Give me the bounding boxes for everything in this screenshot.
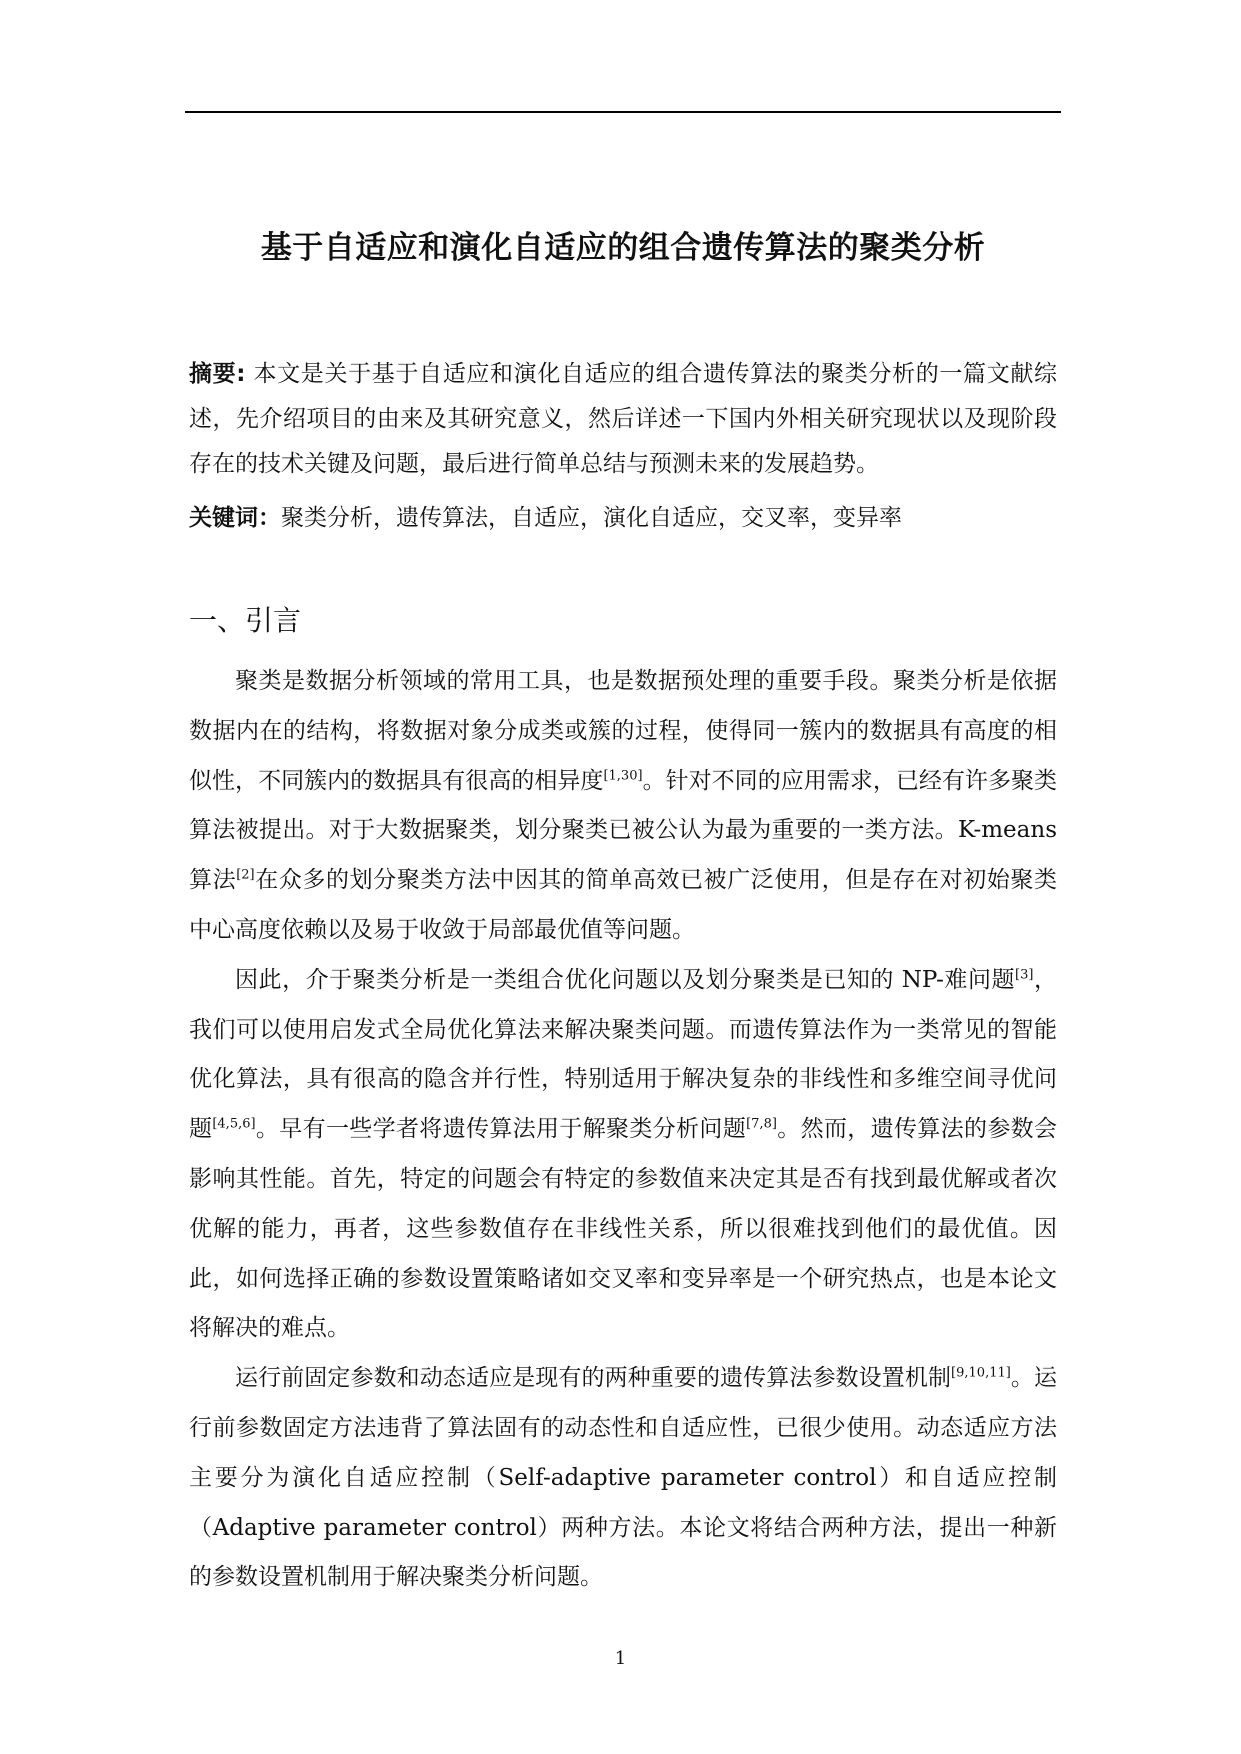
citation: [4,5,6] bbox=[212, 1116, 256, 1132]
keywords-label: 关键词： bbox=[189, 505, 281, 531]
paragraph-1 bbox=[189, 657, 1057, 956]
paragraph-1-text-c: 在众多的划分聚类方法中因其的简单高效已被广泛使用，但是存在对初始聚类中心高度依赖以及易于收敛于局部最优值等问题。 bbox=[189, 867, 1058, 943]
paragraph-2-text-b: ，我们可以使用启发式全局优化算法来解决聚类问题。而遗传算法作为一类常见的智能优化算法，具有很高的隐含并行性，特别适用于解决复杂的非线性和多维空间寻优问题 bbox=[189, 966, 1058, 1143]
abstract-text: 本文是关于基于自适应和演化自适应的组合遗传算法的聚类分析的一篇文献综述，先介绍项目的由来及其研究意义，然后详述一下国内外相关研究现状以及现阶段存在的技术关键及问题，最后进行简单总结与预测未来的发展趋势。 bbox=[189, 361, 1058, 477]
header-rule bbox=[185, 111, 1061, 113]
keywords-text: 聚类分析，遗传算法，自适应，演化自适应，交叉率，变异率 bbox=[281, 505, 902, 531]
paragraph-3-text-a: 运行前固定参数和动态适应是现有的两种重要的遗传算法参数设置机制 bbox=[235, 1365, 952, 1392]
paragraph-2-text-d: 。然而，遗传算法的参数会影响其性能。首先，特定的问题会有特定的参数值来决定其是否有找到最优解或者次优解的能力，再者，这些参数值存在非线性关系，所以很难找到他们的最优值。因此，如何选择正确的参数设置策略诸如交叉率和变异率是一个研究热点，也是本论文将解决的难点。 bbox=[189, 1116, 1058, 1342]
keywords bbox=[189, 496, 1057, 541]
paragraph-3-text-b: 。运行前参数固定方法违背了算法固有的动态性和自适应性，已很少使用。动态适应方法主要分为演化自适应控制（Self-adaptive parameter control）和自适应控制（Adaptive parameter control）两种方法。本论文将结合两种方法，提出一种新的参数设置机制用于解决聚类分析问题。 bbox=[189, 1365, 1058, 1591]
citation: [2] bbox=[236, 867, 255, 883]
paragraph-3 bbox=[189, 1354, 1057, 1603]
citation: [3] bbox=[1015, 967, 1034, 983]
abstract-label: 摘要: bbox=[189, 361, 246, 387]
paper-title: 基于自适应和演化自适应的组合遗传算法的聚类分析 bbox=[260, 230, 986, 266]
abstract bbox=[189, 352, 1057, 487]
citation: [9,10,11] bbox=[951, 1365, 1011, 1381]
section-heading-introduction: 一、引言 bbox=[189, 604, 302, 637]
citation: [1,30] bbox=[603, 767, 643, 783]
paragraph-1-text-a: 聚类是数据分析领域的常用工具，也是数据预处理的重要手段。聚类分析是依据数据内在的结构，将数据对象分成类或簇的过程，使得同一簇内的数据具有高度的相似性，不同簇内的数据具有很高的相异度 bbox=[189, 668, 1057, 794]
paragraph-2 bbox=[189, 956, 1057, 1354]
page-number: 1 bbox=[614, 1648, 627, 1669]
paragraph-2-text-a: 因此，介于聚类分析是一类组合优化问题以及划分聚类是已知的 NP-难问题 bbox=[235, 966, 1016, 993]
paragraph-2-text-c: 。早有一些学者将遗传算法用于解聚类分析问题 bbox=[255, 1116, 747, 1143]
citation: [7,8] bbox=[746, 1116, 777, 1132]
paragraph-1-text-b: 。针对不同的应用需求，已经有许多聚类算法被提出。对于大数据聚类，划分聚类已被公认为最为重要的一类方法。K-means 算法 bbox=[189, 767, 1058, 894]
introduction-body bbox=[189, 657, 1057, 1603]
